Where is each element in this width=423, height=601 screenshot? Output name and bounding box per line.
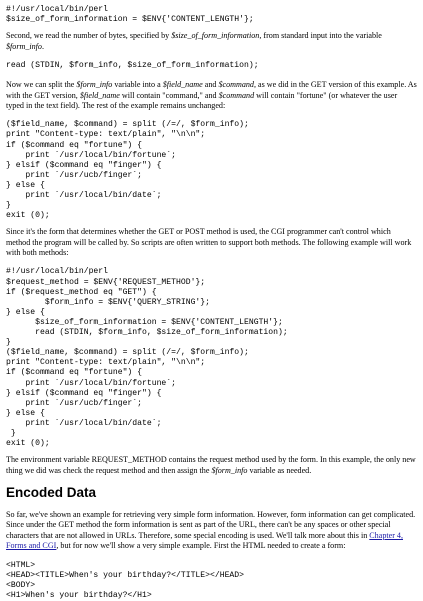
text-run: The environment variable REQUEST_METHOD contains the request method used by the form. In this example, the only new thing we did was check the request method and then assign the <box>6 455 416 475</box>
variable-name: $field_name <box>79 90 120 100</box>
section-heading: Encoded Data <box>6 484 97 500</box>
variable-name: $form_info <box>211 465 248 475</box>
text-run: will contain "fortune" (or whatever the user typed in the text field). The rest of the example remains unchanged: <box>6 90 398 110</box>
text-run: variable as needed. <box>247 465 312 475</box>
variable-name: $field_name <box>162 80 203 90</box>
text-run: variable into a <box>112 80 163 90</box>
text-run: So far, we've shown an example for retrieving very simple form information. However, form information can get complicated. Since under the GET method the form information is sent as part of the URL, there can't be any spaces or other special characters that are not allowed in URLs. Therefore, some special encoding is used. We'll talk more about this in <box>6 509 416 540</box>
text-run: , as we did in the GET version of this example. As with the GET version, <box>6 80 417 100</box>
paragraph-split-form-info <box>6 80 417 111</box>
chapter-4-link[interactable]: Chapter 4, Forms and CGI <box>6 530 403 551</box>
variable-name: $command <box>218 80 254 90</box>
text-run: . <box>41 41 45 51</box>
text-run: , but for now we'll show a very simple example. First the HTML needed to create a form: <box>56 541 346 551</box>
code-block-html-form: <HTML> <HEAD><TITLE>When's your birthday?</TITLE></HEAD> <BODY> <H1>When's your birthday?</H1> <box>6 560 244 600</box>
code-block-request-method: #!/usr/local/bin/perl $request_method = $ENV{'REQUEST_METHOD'}; if ($request_method eq "GET") { $form_info = $ENV{'QUERY_STRING'}; } else { $size_of_form_information = $ENV{'CONTENT_LENGTH'}; read (STDIN, $form_info, $size_of_form_information); } ($field_name, $command) = split (/=/, $form_info); print "Content-type: text/plain", "\n\n"; if ($command eq "fortune") { print `/usr/local/bin/fortune`; } elsif ($command eq "finger") { print `/usr/ucb/finger`; } else { print `/usr/local/bin/date`; } exit (0); <box>6 267 288 449</box>
variable-name: $size_of_form_information <box>171 31 260 41</box>
paragraph-read-bytes <box>6 31 417 52</box>
text-run: Now we can split the <box>6 80 77 90</box>
text-run: , from standard input into the variable <box>259 31 382 41</box>
text-run: will contain "command," and <box>119 90 219 100</box>
variable-name: $form_info <box>76 80 113 90</box>
text-run: Second, we read the number of bytes, specified by <box>6 31 172 41</box>
document-page <box>6 5 417 601</box>
code-block-split-and-dispatch: ($field_name, $command) = split (/=/, $form_info); print "Content-type: text/plain", "\n\n"; if ($command eq "fortune") { print `/usr/local/bin/fortune`; } elsif ($command eq "finger") { print `/usr/ucb/finger`; } else { print `/usr/local/bin/date`; } exit (0); <box>6 120 249 221</box>
paragraph-encoded-data <box>6 510 417 552</box>
variable-name: $form_info <box>6 41 42 51</box>
paragraph-request-method <box>6 455 417 476</box>
variable-name: $command <box>218 90 255 100</box>
code-block-content-length: #!/usr/local/bin/perl $size_of_form_information = $ENV{'CONTENT_LENGTH'}; <box>6 5 254 25</box>
code-block-read-stdin: read (STDIN, $form_info, $size_of_form_information); <box>6 61 259 70</box>
text-run: and <box>202 80 219 90</box>
paragraph-both-methods: Since it's the form that determines whether the GET or POST method is used, the CGI programmer can't control which method the program will be called by. So scripts are often written to support both methods. The following example will work with both methods: <box>6 227 412 258</box>
